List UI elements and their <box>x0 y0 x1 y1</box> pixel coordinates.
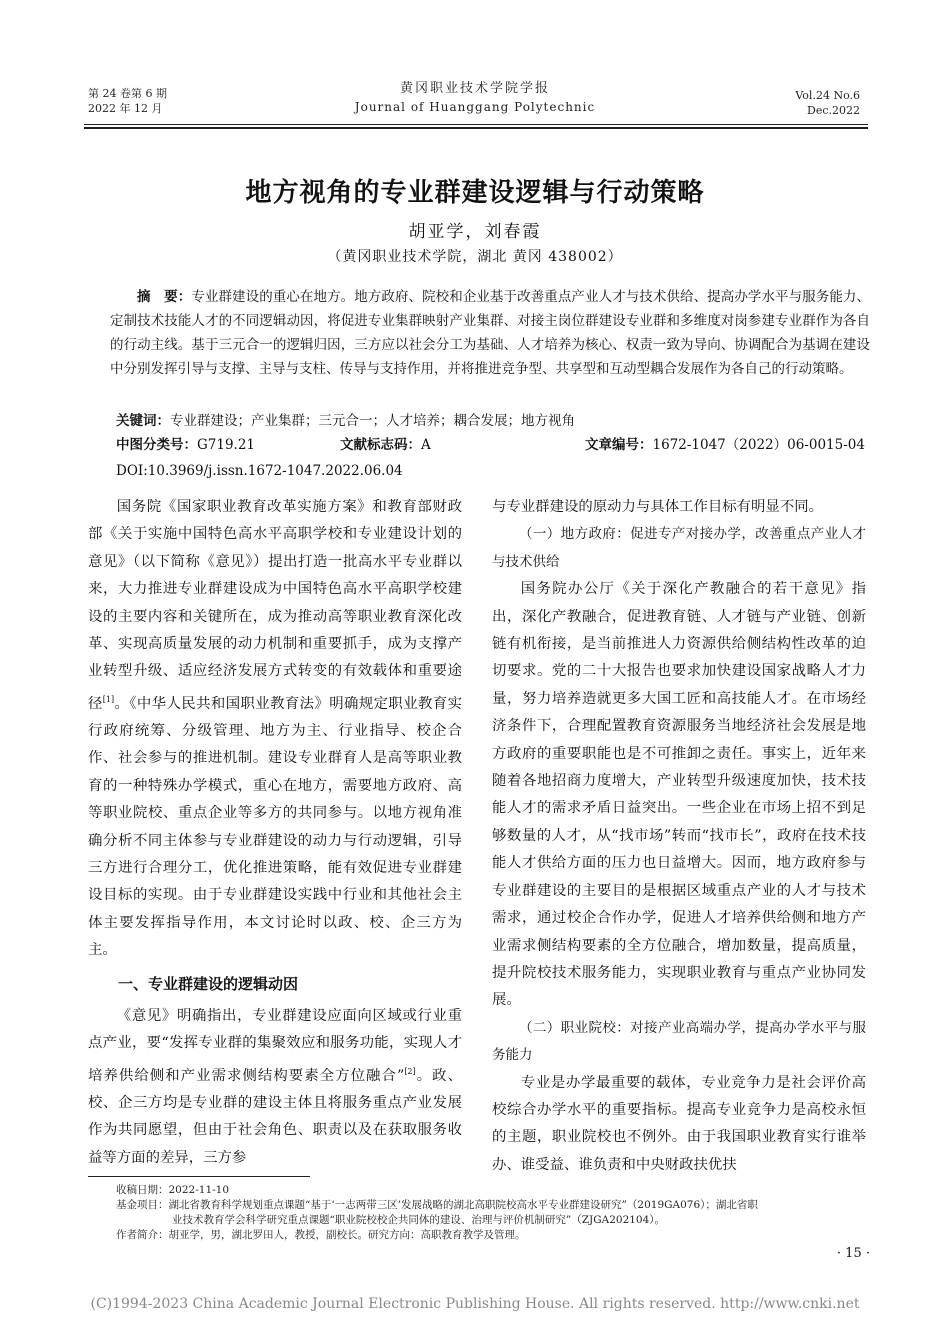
article-title: 地方视角的专业群建设逻辑与行动策略 <box>245 178 705 208</box>
section-heading-1: 一、专业群建设的逻辑动因 <box>118 974 299 993</box>
footnote-rule <box>88 1176 310 1177</box>
abstract <box>110 285 870 381</box>
authors: 胡亚学，刘春霞 <box>408 222 542 242</box>
clc-label: 中图分类号： <box>116 437 197 453</box>
intro-paragraph: 国务院《国家职业教育改革实施方案》和教育部财政部《关于实施中国特色高水平高职学校和专业建设计划的意见》（以下简称《意见》）提出打造一批高水平专业群以来，大力推进专业群建设成为中国特色高水平高职学校建设的主要内容和关键所在，成为推动高等职业教育深化改革、实现高质量发展的动力机制和重要抓手，成为支撑产业转型升级、适应经济发展方式转变的有效载体和重要途径[1]。《中华人民共和国职业教育法》明确规定职业教育实行政府统筹、分级管理、地方为主、行业指导、校企合作、社会参与的推进机制。建设专业群育人是高等职业教育的一种特殊办学模式，重心在地方，需要地方政府、高等职业院校、重点企业等多方的共同参与。以地方视角准确分析不同主体参与专业群建设的动力与行动逻辑，引导三方进行合理分工，优化推进策略，能有效促进专业群建设目标的实现。由于专业群建设实践中行业和其他社会主体主要发挥指导作用，本文讨论时以政、校、企三方为主。 <box>88 499 462 959</box>
article-no-label: 文章编号： <box>585 437 653 453</box>
affiliation: （黄冈职业技术学院，湖北 黄冈 438002） <box>327 249 623 265</box>
abstract-text: 专业群建设的重心在地方。地方政府、院校和企业基于改善重点产业人才与技术供给、提高办学水平与服务能力、定制技术技能人才的不同逻辑动因，将促进专业集群映射产业集群、对接主岗位群建设专业群和多维度对岗参建专业群作为各自的行动主线。基于三元合一的逻辑归因，三方应以社会分工为基础、人才培养为核心、权责一致为导向、协调配合为基调在建设中分别发挥引导与支撑、主导与支柱、传导与支持作用，并将推进竞争型、共享型和互动型耦合发展作为各自己的行动策略。 <box>110 289 871 377</box>
clc-number <box>116 434 255 456</box>
right-column <box>492 494 866 1179</box>
header-month: Dec.2022 <box>807 104 860 117</box>
copyright-footer: (C)1994-2023 China Academic Journal Electronic Publishing House. All rights reserved. http://www.cnki.net <box>90 1296 860 1312</box>
fund-info-cont: 业技术教育学会科学研究重点课题“职业院校校企共同体的建设、治理与评价机制研究”（ZJGA202104）。 <box>172 1214 666 1226</box>
received-date: 收稿日期：2022-11-10 <box>116 1184 230 1196</box>
subsection-heading-2: （二）职业院校：对接产业高端办学，提高办学水平与服务能力 <box>492 1019 866 1064</box>
header-volume: Vol.24 No.6 <box>795 89 860 102</box>
document-code <box>340 434 431 456</box>
author-bio: 作者简介：胡亚学，男，湖北罗田人，教授，副校长。研究方向：高职教育教学及管理。 <box>116 1229 526 1241</box>
article-number <box>585 434 865 456</box>
header-date: 2022 年 12 月 <box>88 102 163 115</box>
page-number: · 15 · <box>836 1246 870 1261</box>
footnotes <box>116 1183 876 1243</box>
journal-title-cn: 黄冈职业技术学院学报 <box>399 81 550 96</box>
section-1-paragraph: 《意见》明确指出，专业群建设应面向区域或行业重点产业，要“发挥专业群的集聚效应和服务功能，实现人才培养供给侧和产业需求侧结构要素全方位融合”[2]。政、校、企三方均是专业群的建设主体且将服务重点产业发展作为共同愿望，但由于社会角色、职责以及在获取服务收益等方面的差异，三方参 <box>88 1007 462 1166</box>
left-column <box>88 494 462 1172</box>
doc-label: 文献标志码： <box>340 437 421 453</box>
keywords-label: 关键词： <box>116 413 170 429</box>
citation-1: [1] <box>102 694 115 704</box>
continued-paragraph: 与专业群建设的原动力与具体工作目标有明显不同。 <box>492 499 823 515</box>
keywords-text: 专业群建设；产业集群；三元合一；人才培养；耦合发展；地方视角 <box>170 413 575 429</box>
header-rule-thin <box>84 124 868 125</box>
subsection-1-paragraph: 国务院办公厅《关于深化产教融合的若干意见》指出，深化产教融合，促进教育链、人才链与产业链、创新链有机衔接，是当前推进人力资源供给侧结构性改革的迫切要求。党的二十大报告也要求加快建设国家战略人才力量，努力培养造就更多大国工匠和高技能人才。在市场经济条件下，合理配置教育资源服务当地经济社会发展是地方政府的重要职能也是不可推卸之责任。事实上，近年来随着各地招商力度增大，产业转型升级速度加快，技术技能人才的需求矛盾日益突出。一些企业在市场上招不到足够数量的人才，从“找市场”转而“找市长”，政府在技术技能人才供给方面的压力也日益增大。因而，地方政府参与专业群建设的主要目的是根据区域重点产业的人才与技术需求，通过校企合作办学，促进人才培养供给侧和地方产业需求侧结构要素的全方位融合，增加数量，提高质量，提升院校技术服务能力，实现职业教育与重点产业协同发展。 <box>492 581 866 1009</box>
abstract-label: 摘 要： <box>137 289 192 305</box>
article-no-value: 1672-1047（2022）06-0015-04 <box>652 437 865 453</box>
fund-info: 基金项目：湖北省教育科学规划重点课题“基于‘一志两带三区’发展战略的湖北高职院校高水平专业群建设研究”（2019GA076）；湖北省职 <box>116 1199 758 1211</box>
journal-title-en: Journal of Huanggang Polytechnic <box>354 100 596 114</box>
header-rule-thick <box>84 127 868 129</box>
clc-value: G719.21 <box>197 437 256 453</box>
doi: DOI:10.3969/j.issn.1672-1047.2022.06.04 <box>116 463 403 479</box>
subsection-heading-1: （一）地方政府：促进专产对接办学，改善重点产业人才与技术供给 <box>492 526 866 570</box>
header-issue: 第 24 卷第 6 期 <box>88 87 167 100</box>
keywords <box>116 410 866 432</box>
subsection-2-paragraph: 专业是办学最重要的载体，专业竞争力是社会评价高校综合办学水平的重要指标。提高专业竞争力是高校永恒的主题，职业院校也不例外。由于我国职业教育实行谁举办、谁受益、谁负责和中央财政扶优扶 <box>492 1074 866 1173</box>
doc-value: A <box>421 437 431 453</box>
citation-2: [2] <box>404 1066 416 1076</box>
